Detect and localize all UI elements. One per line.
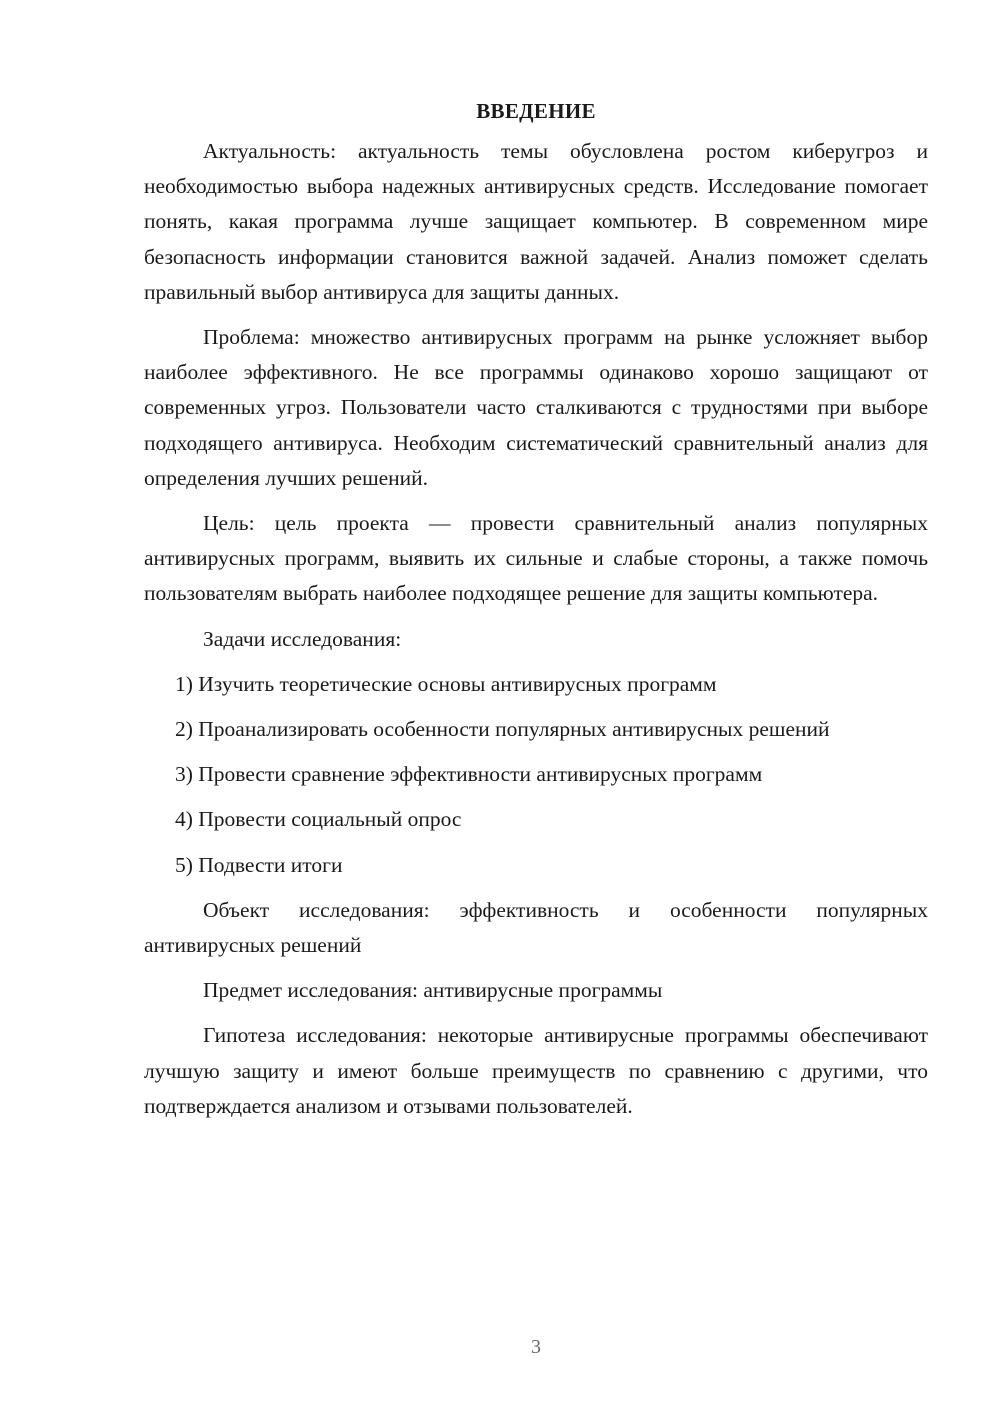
page-number: 3 — [531, 1336, 541, 1358]
tasks-heading: Задачи исследования: — [203, 626, 402, 651]
task-item: 4) Провести социальный опрос — [175, 807, 462, 832]
subject-paragraph: Предмет исследования: антивирусные программы — [203, 978, 663, 1003]
document-page — [144, 94, 928, 1124]
task-item: 2) Проанализировать особенности популярных антивирусных решений — [175, 717, 830, 742]
relevance-paragraph: Актуальность: актуальность темы обусловлена ростом киберугроз и необходимостью выбора надежных антивирусных средств. Исследование помогает понять, какая программа лучше защищает компьютер. В современном мире безопасность информации становится важной задачей. Анализ поможет сделать правильный выбор антивируса для защиты данных. — [144, 139, 928, 304]
hypothesis-paragraph: Гипотеза исследования: некоторые антивирусные программы обеспечивают лучшую защиту и имеют больше преимуществ по сравнению с другими, что подтверждается анализом и отзывами пользователей. — [144, 1023, 928, 1118]
task-item: 5) Подвести итоги — [175, 852, 343, 877]
task-item: 3) Провести сравнение эффективности антивирусных программ — [175, 762, 763, 787]
goal-paragraph: Цель: цель проекта — провести сравнительный анализ популярных антивирусных программ, выявить их сильные и слабые стороны, а также помочь пользователям выбрать наиболее подходящее решение для защиты компьютера. — [144, 511, 928, 606]
problem-paragraph: Проблема: множество антивирусных программ на рынке усложняет выбор наиболее эффективного. Не все программы одинаково хорошо защищают от современных угроз. Пользователи часто сталкиваются с трудностями при выборе подходящего антивируса. Необходим систематический сравнительный анализ для определения лучших решений. — [144, 325, 928, 490]
object-paragraph: Объект исследования: эффективность и особенности популярных антивирусных решений — [144, 897, 928, 958]
page-title: ВВЕДЕНИЕ — [476, 99, 596, 123]
task-item: 1) Изучить теоретические основы антивирусных программ — [175, 671, 717, 696]
tasks-list — [144, 667, 928, 883]
